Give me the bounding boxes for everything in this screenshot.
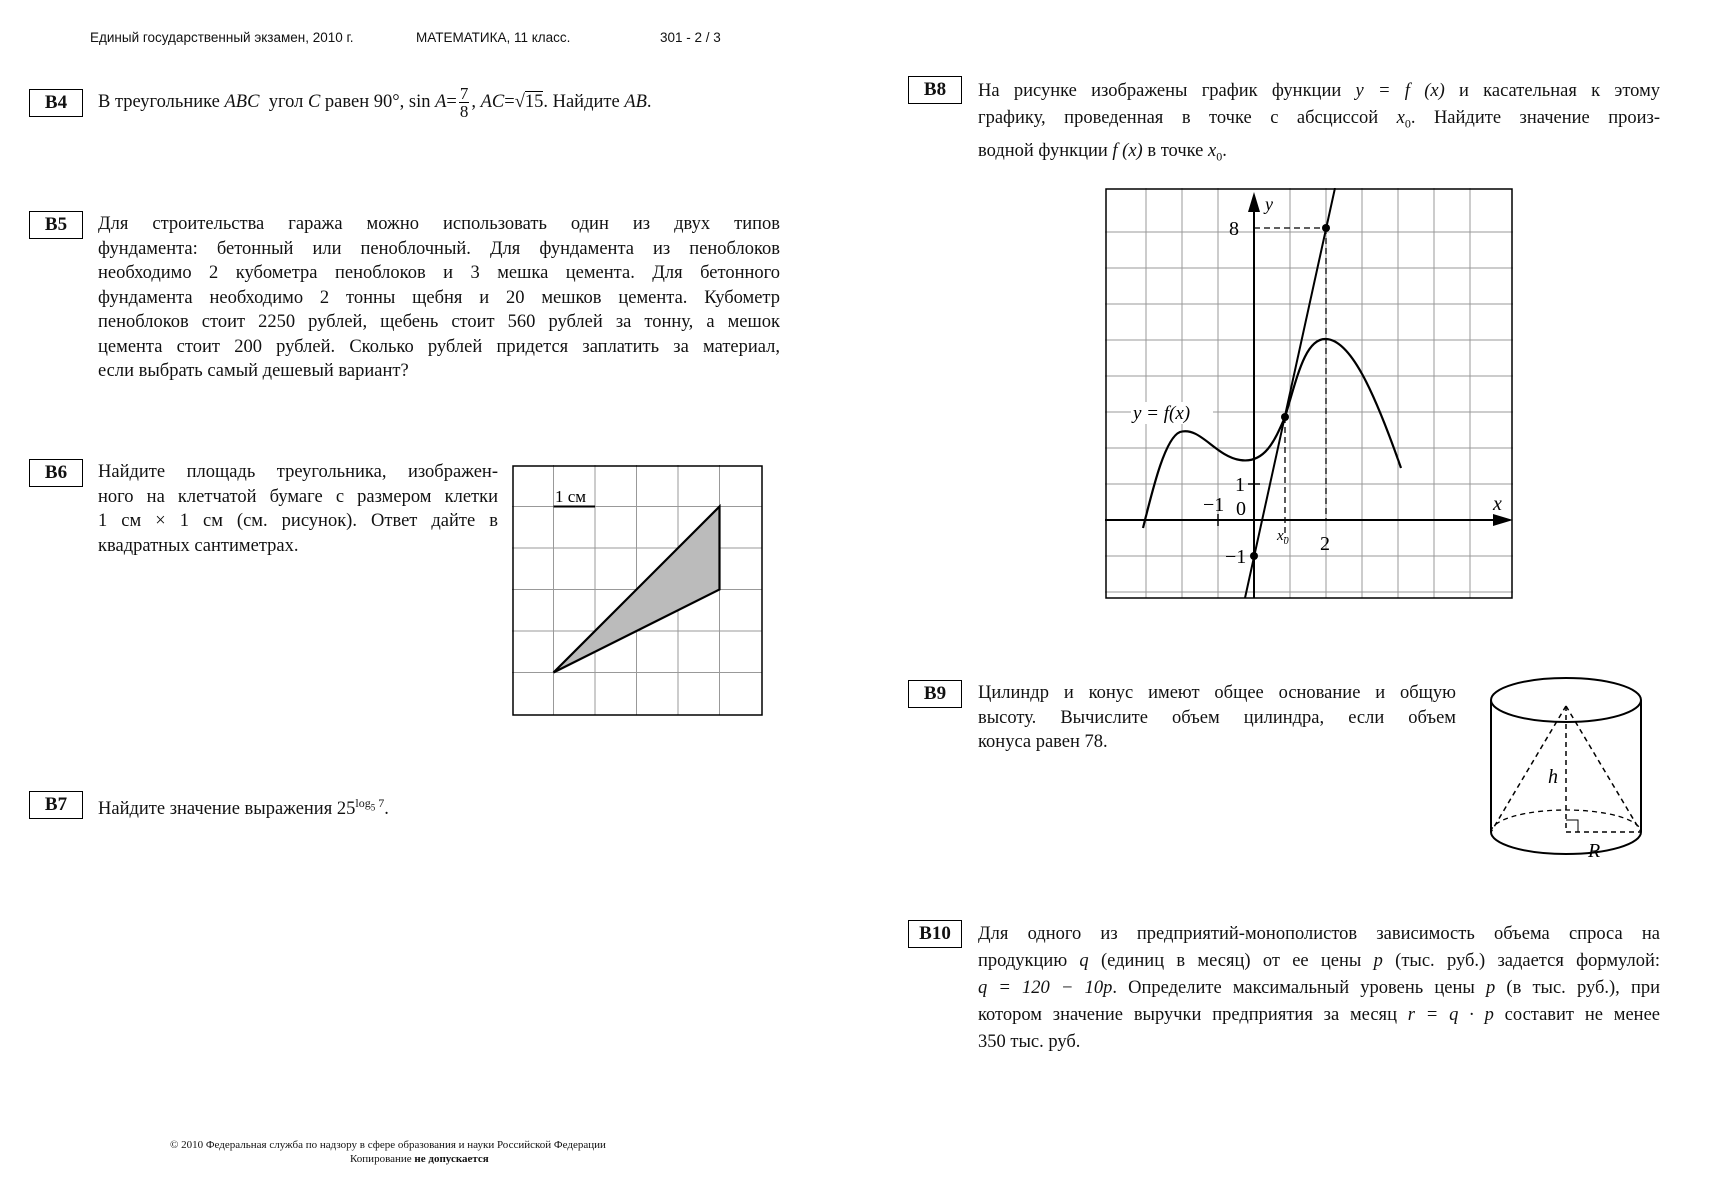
height-label: h (1548, 766, 1558, 788)
b5-text: Для строительства гаража можно использовать один из двух типов фундамента: бетонный или пеноблочный. Для фундамента из пеноблоков необходимо 2 кубометра пеноблоков и 3 мешка цемента. Для бетонного фундамента необходимо 2 тонны щебня и 20 мешков цемента. Кубометр пеноблоков стоит 2250 рублей, щебень стоит 560 рублей за тонну, а мешок цемента стоит 200 рублей. Сколько рублей придется заплатить за материал, если выбрать самый дешевый вариант? (98, 214, 780, 381)
x-label-minus1: −1 (1203, 494, 1225, 516)
y-label-1: 1 (1235, 474, 1245, 496)
radius-label: R (1588, 840, 1601, 862)
header-subject: МАТЕМАТИКА, 11 класс. (416, 30, 571, 45)
b4-fraction: $\frac{7}{8}$ (459, 84, 469, 122)
header-page: 301 - 2 / 3 (660, 30, 721, 45)
origin-label: 0 (1236, 498, 1246, 520)
y-label-minus1: −1 (1225, 546, 1247, 568)
b4-label: B4 (29, 89, 83, 117)
b9-label: B9 (908, 680, 962, 708)
b9-text: Цилиндр и конус имеют общее основание и общую высоту. Вычислите объем цилиндра, если объем конуса равен 78. (978, 683, 1456, 752)
x-axis-label: x (1493, 493, 1502, 515)
b6-text: Найдите площадь треугольника, изображен- ного на клетчатой бумаге с размером клетки 1 см × 1 см (см. рисунок). Ответ дайте в квадратных сантиметрах. (98, 462, 498, 556)
y-label-8: 8 (1229, 218, 1239, 240)
b10-label: B10 (908, 920, 962, 948)
b6-label: B6 (29, 459, 83, 487)
b6-grid-figure (512, 465, 764, 717)
x-label-2: 2 (1320, 533, 1330, 555)
b5-label: B5 (29, 211, 83, 239)
y-axis-label: y (1265, 194, 1273, 214)
b7-text: Найдите значение выражения $25^{log_5 7}$. (98, 796, 389, 820)
b9-cylinder-figure (1488, 672, 1650, 866)
sqrt-sign: √ (514, 92, 525, 112)
b8-graph (1105, 188, 1515, 600)
scale-label: 1 см (555, 487, 587, 506)
b8-text: На рисунке изображены график функции y = f (x) и касательная к этому графику, проведенная в точке с абсциссой $x_0$. Найдите значение произ- водной функции f (x) в точке $x_0$. (978, 81, 1661, 164)
function-label: y = f(x) (1133, 403, 1191, 424)
b4-text: В треугольнике ABC угол C равен 90°, sin A= $\frac{7}{8}$ , AC=√15. Найдите AB. (98, 84, 652, 122)
x0-label: $x_0$ (1277, 528, 1289, 547)
b10-text: Для одного из предприятий-монополистов зависимость объема спроса на продукцию q (единиц в месяц) от ее цены p (тыс. руб.) задается формулой: q = 120 − 10p. Определите максимальный уровень цены p (в тыс. руб.), при котором значение выручки предприятия за месяц r = q · p составит не менее 350 тыс. руб. (978, 924, 1661, 1052)
header-exam: Единый государственный экзамен, 2010 г. (90, 30, 354, 45)
footer-copy-note: Копирование не допускается (350, 1153, 489, 1165)
b8-label: B8 (908, 76, 962, 104)
footer-copyright: © 2010 Федеральная служба по надзору в сфере образования и науки Российской Федерации (170, 1139, 606, 1151)
b7-label: B7 (29, 791, 83, 819)
